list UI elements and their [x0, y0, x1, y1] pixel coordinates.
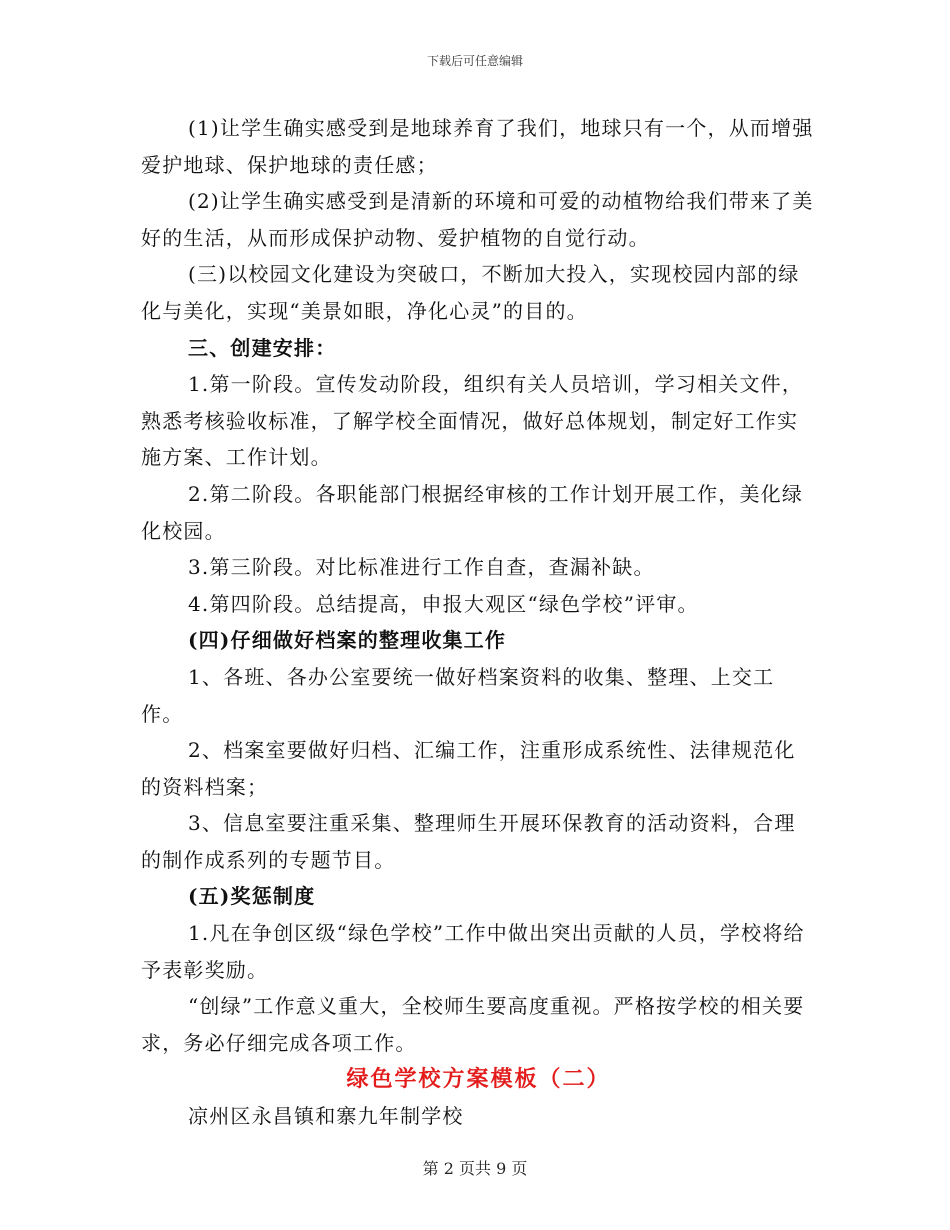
heading-archives: (四)仔细做好档案的整理收集工作: [188, 628, 507, 653]
document-subtitle: 绿色学校方案模板（二）: [346, 1066, 611, 1093]
heading-rewards: (五)奖惩制度: [188, 884, 316, 909]
paragraph-goal-2: (2)让学生确实感受到是清新的环境和可爱的动植物给我们带来了美好的生活，从而形成保护动物、爱护植物的自觉行动。: [141, 189, 814, 250]
paragraph-stage-3: 3.第三阶段。对比标准进行工作自查，查漏补缺。: [188, 555, 655, 580]
paragraph-reward-1: 1.凡在争创区级“绿色学校”工作中做出突出贡献的人员，学校将给予表彰奖励。: [141, 921, 805, 982]
paragraph-archive-2: 2、档案室要做好归档、汇编工作，注重形成系统性、法律规范化的资料档案；: [141, 738, 796, 799]
paragraph-stage-2: 2.第二阶段。各职能部门根据经审核的工作计划开展工作，美化绿化校园。: [141, 481, 804, 543]
paragraph-stage-4: 4.第四阶段。总结提高，申报大观区“绿色学校”评审。: [188, 591, 699, 616]
page-header: 下载后可任意编辑: [426, 54, 523, 68]
paragraph-archive-1: 1、各班、各办公室要统一做好档案资料的收集、整理、上交工作。: [141, 664, 775, 726]
paragraph-archive-3: 3、信息室要注重采集、整理师生开展环保教育的活动资料，合理的制作成系列的专题节目。: [141, 811, 796, 872]
school-name: 凉州区永昌镇和寨九年制学校: [188, 1104, 464, 1129]
paragraph-stage-1: 1.第一阶段。宣传发动阶段，组织有关人员培训，学习相关文件，熟悉考核验收标准，了解学校全面情况，做好总体规划，制定好工作实施方案、工作计划。: [141, 372, 804, 470]
paragraph-closing: “创绿”工作意义重大，全校师生要高度重视。严格按学校的相关要求，务必仔细完成各项工作。: [141, 994, 805, 1055]
heading-arrangement: 三、创建安排：: [188, 335, 337, 360]
document-body: [141, 110, 816, 1135]
paragraph-goal-1: (1)让学生确实感受到是地球养育了我们，地球只有一个，从而增强爱护地球、保护地球的责任感；: [141, 116, 814, 177]
paragraph-section-3: (三)以校园文化建设为突破口，不断加大投入，实现校园内部的绿化与美化，实现“美景如眼，净化心灵”的目的。: [141, 262, 800, 323]
page-number: 第 2 页共 9 页: [422, 1159, 528, 1178]
